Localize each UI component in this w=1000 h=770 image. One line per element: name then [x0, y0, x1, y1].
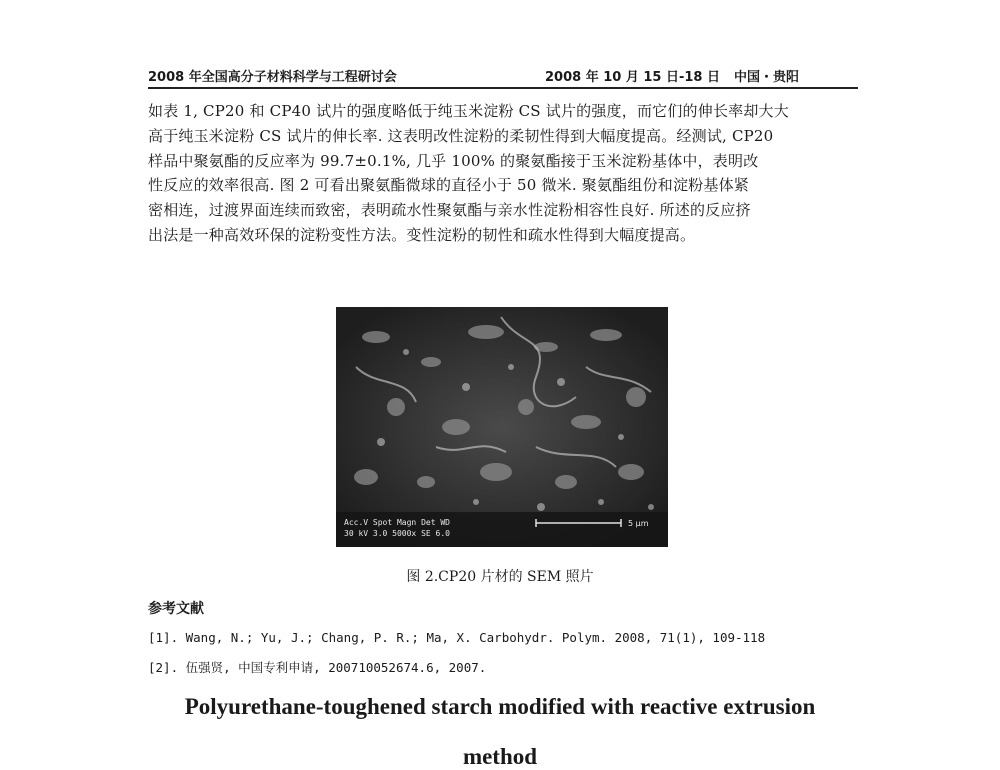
english-title: Polyurethane-toughened starch modified with reactive extrusion — [184, 694, 816, 719]
figure-caption: 图 2.CP20 片材的 SEM 照片 — [406, 569, 594, 585]
reference-item: [2]. 伍强贤, 中国专利申请, 200710052674.6, 2007. — [148, 660, 487, 675]
english-title-continued: method — [462, 744, 538, 769]
running-header — [148, 66, 858, 86]
paragraph-line: 如表 1, CP20 和 CP40 试片的强度略低于纯玉米淀粉 CS 试片的强度，而它们的伸长率却大大 — [148, 102, 789, 120]
references-heading: 参考文献 — [148, 601, 204, 617]
sem-micrograph — [336, 307, 668, 547]
sem-image — [336, 307, 668, 547]
paragraph-line: 高于纯玉米淀粉 CS 试片的伸长率. 这表明改性淀粉的柔韧性得到大幅度提高。经测试, CP20 — [148, 126, 774, 145]
paragraph-line: 性反应的效率很高. 图 2 可看出聚氨酯微球的直径小于 50 微米. 聚氨酯组份和淀粉基体紧 — [148, 176, 749, 195]
conference-date: 2008 年 10 月 15 日-18 日 — [545, 70, 721, 85]
reference-item: [1]. Wang, N.; Yu, J.; Chang, P. R.; Ma, X. Carbohydr. Polym. 2008, 71(1), 109-118 — [148, 630, 766, 645]
header-rule — [148, 87, 858, 89]
sem-scale-label: 5 μm — [628, 519, 649, 528]
sem-label-row2: 30 kV 3.0 5000x SE 6.0 — [344, 529, 450, 538]
conference-name: 2008 年全国高分子材料科学与工程研讨会 — [148, 70, 397, 85]
paragraph-line: 出法是一种高效环保的淀粉变性方法。变性淀粉的韧性和疏水性得到大幅度提高。 — [148, 225, 696, 244]
conference-location: 中国・贵阳 — [734, 70, 800, 85]
body-paragraph — [148, 99, 858, 248]
paragraph-line: 样品中聚氨酯的反应率为 99.7±0.1%, 几乎 100% 的聚氨酯接于玉米淀粉基体中，表明改 — [148, 151, 759, 170]
paragraph-line: 密相连，过渡界面连续而致密，表明疏水性聚氨酯与亲水性淀粉相容性良好. 所述的反应挤 — [148, 201, 751, 220]
sem-label-row1: Acc.V Spot Magn Det WD — [344, 518, 450, 527]
